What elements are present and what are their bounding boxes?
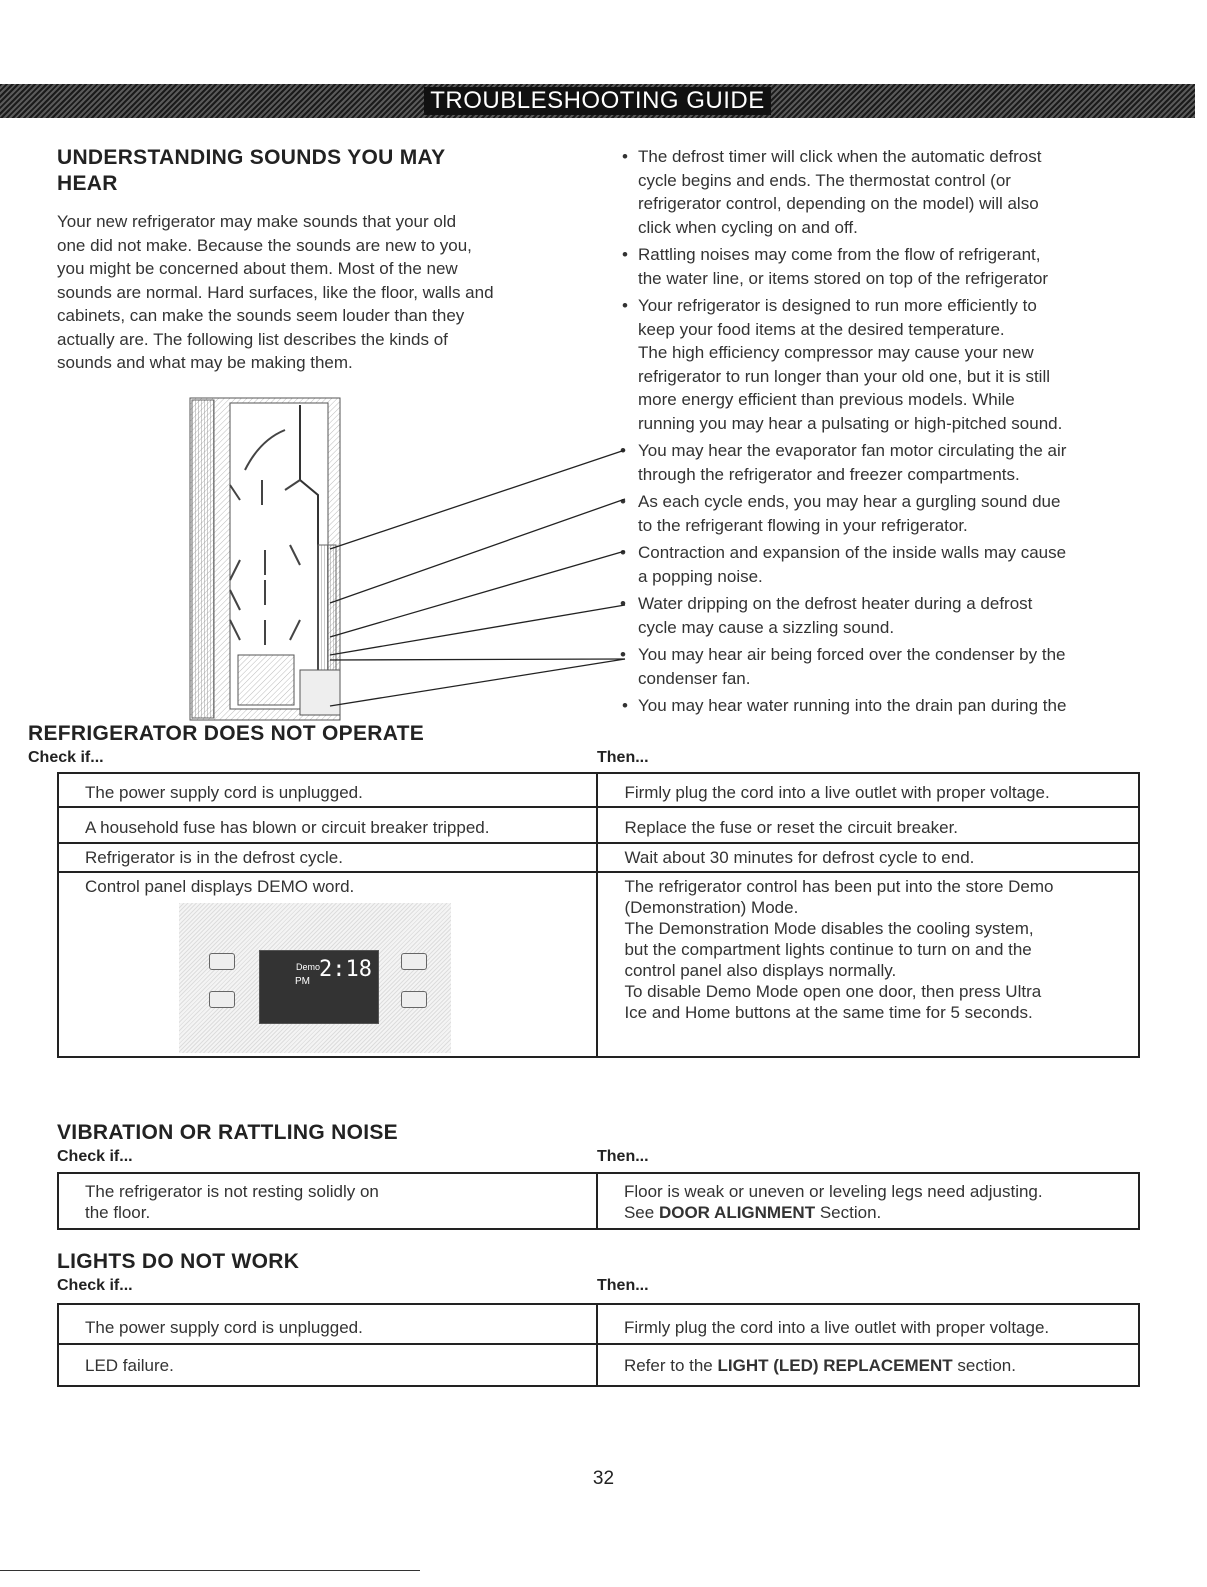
- then-cell: [597, 872, 1139, 1057]
- check-if-label: Check if...: [28, 749, 104, 766]
- then-line: control panel also displays normally.: [624, 961, 897, 980]
- bullet-line: refrigerator control, depending on the model) will also: [638, 194, 1039, 213]
- home-button-icon: [401, 953, 427, 970]
- then-label: Then...: [597, 1148, 649, 1165]
- control-panel-image: [179, 903, 451, 1053]
- bullet-line: through the refrigerator and freezer compartments.: [638, 464, 1020, 484]
- check-text: Control panel displays DEMO word.: [85, 877, 355, 896]
- then-line: [624, 1202, 1138, 1223]
- lights-table: [57, 1303, 1140, 1387]
- not-operate-heading: REFRIGERATOR DOES NOT OPERATE: [28, 722, 425, 745]
- display-am-pm: PM: [295, 976, 310, 987]
- bullet-line: You may hear water running into the drain pan during the: [638, 696, 1067, 715]
- intro-line: Your new refrigerator may make sounds that your old: [57, 212, 457, 231]
- bullet-marker: •: [620, 645, 626, 664]
- intro-line: one did not make. Because the sounds are new to you,: [57, 235, 472, 255]
- table-row: [58, 1304, 1139, 1344]
- lock-button-icon: [401, 991, 427, 1008]
- bullet-line: running you may hear a pulsating or high-pitched sound.: [638, 413, 1063, 433]
- intro-line: sounds and what may be making them.: [57, 353, 353, 372]
- led-replacement-reference: LIGHT (LED) REPLACEMENT: [717, 1356, 953, 1375]
- then-cell: [597, 1173, 1139, 1229]
- then-label: Then...: [597, 749, 649, 766]
- then-text: See: [623, 1203, 659, 1222]
- footer-rule: [0, 1570, 420, 1571]
- intro-line: you might be concerned about them. Most of the new: [57, 259, 458, 278]
- bullet-marker: •: [622, 245, 628, 264]
- leader-lines: [330, 450, 625, 706]
- sounds-heading-line: UNDERSTANDING SOUNDS YOU MAY: [57, 146, 446, 169]
- check-if-label: Check if...: [57, 1148, 133, 1165]
- ice-water-button-icon: [209, 953, 235, 970]
- check-line: the floor.: [85, 1203, 151, 1222]
- bullet-line: As each cycle ends, you may hear a gurgling sound due: [638, 492, 1061, 511]
- then-line: The refrigerator control has been put into the store Demo: [624, 877, 1054, 896]
- bullet-marker: •: [620, 441, 626, 460]
- check-cell: LED failure.: [58, 1344, 597, 1386]
- table-row: [58, 843, 1139, 872]
- then-text: section.: [952, 1356, 1016, 1375]
- bullet-line: Rattling noises may come from the flow of refrigerant,: [638, 245, 1041, 264]
- panel-display: [259, 950, 379, 1024]
- bullet-line: keep your food items at the desired temperature.: [638, 319, 1005, 339]
- then-label: Then...: [597, 1277, 649, 1294]
- bullet-marker: •: [620, 594, 626, 613]
- page-number: 32: [592, 1468, 615, 1489]
- table-row: [58, 807, 1139, 843]
- vibration-heading: VIBRATION OR RATTLING NOISE: [57, 1121, 398, 1144]
- then-text: Section.: [815, 1203, 882, 1222]
- display-mode-label: Demo: [296, 962, 321, 972]
- check-cell: [58, 1173, 597, 1229]
- check-cell: The power supply cord is unplugged.: [58, 773, 597, 807]
- bullet-line: Contraction and expansion of the inside walls may cause: [638, 543, 1067, 562]
- intro-line: cabinets, can make the sounds seem louder than they: [57, 306, 465, 325]
- bullet-marker: •: [620, 492, 626, 511]
- then-cell: Firmly plug the cord into a live outlet with proper voltage.: [597, 1304, 1139, 1344]
- then-cell: Wait about 30 minutes for defrost cycle to end.: [597, 843, 1139, 872]
- check-cell: The power supply cord is unplugged.: [58, 1304, 597, 1344]
- ultra-ice-button-icon: [209, 991, 235, 1008]
- then-line: To disable Demo Mode open one door, then press Ultra: [624, 982, 1042, 1001]
- then-cell: Replace the fuse or reset the circuit breaker.: [597, 807, 1139, 843]
- intro-line: actually are. The following list describes the kinds of: [57, 329, 448, 349]
- then-line: Floor is weak or uneven or leveling legs need adjusting.: [623, 1182, 1043, 1201]
- bullet-marker: •: [622, 696, 628, 715]
- intro-line: sounds are normal. Hard surfaces, like the floor, walls and: [57, 282, 494, 302]
- not-operate-table: [57, 772, 1140, 1058]
- bullet-line: cycle begins and ends. The thermostat control (or: [638, 170, 1011, 190]
- bullet-line: The high efficiency compressor may cause your new: [638, 343, 1034, 362]
- then-text: Refer to the: [623, 1356, 718, 1375]
- bullet-line: to the refrigerant flowing in your refrigerator.: [638, 515, 968, 535]
- bullet-line: cycle may cause a sizzling sound.: [638, 617, 895, 637]
- bullet-line: the water line, or items stored on top of the refrigerator: [638, 268, 1049, 288]
- table-row: [58, 1344, 1139, 1386]
- bullet-marker: •: [622, 147, 628, 166]
- table-row: [58, 773, 1139, 807]
- bullet-marker: •: [620, 543, 626, 562]
- check-cell: [58, 872, 597, 1057]
- bullet-line: a popping noise.: [638, 566, 763, 586]
- then-cell: [597, 1344, 1139, 1386]
- check-line: The refrigerator is not resting solidly on: [85, 1182, 379, 1201]
- then-line: but the compartment lights continue to turn on and the: [624, 940, 1032, 959]
- bullet-line: You may hear the evaporator fan motor circulating the air: [638, 441, 1067, 460]
- then-cell: Firmly plug the cord into a live outlet with proper voltage.: [597, 773, 1139, 807]
- then-line: Ice and Home buttons at the same time for 5 seconds.: [624, 1003, 1033, 1022]
- lights-heading: LIGHTS DO NOT WORK: [57, 1250, 300, 1273]
- bullet-line: click when cycling on and off.: [638, 217, 858, 237]
- door-alignment-reference: DOOR ALIGNMENT: [658, 1203, 816, 1222]
- table-row: [58, 1173, 1139, 1229]
- bullet-line: The defrost timer will click when the automatic defrost: [638, 147, 1042, 166]
- check-cell: Refrigerator is in the defrost cycle.: [58, 843, 597, 872]
- bullet-line: Your refrigerator is designed to run more efficiently to: [638, 296, 1037, 315]
- check-cell: A household fuse has blown or circuit breaker tripped.: [58, 807, 597, 843]
- bullet-line: You may hear air being forced over the condenser by the: [638, 645, 1066, 664]
- table-row: [58, 872, 1139, 1057]
- display-time: 2:18: [319, 957, 372, 982]
- then-line: (Demonstration) Mode.: [624, 898, 799, 917]
- then-line: The Demonstration Mode disables the cooling system,: [624, 919, 1034, 938]
- bullet-line: more energy efficient than previous models. While: [638, 390, 1015, 409]
- check-if-label: Check if...: [57, 1277, 133, 1294]
- bullet-marker: •: [622, 296, 628, 315]
- vibration-table: [57, 1172, 1140, 1230]
- bullet-line: refrigerator to run longer than your old one, but it is still: [638, 366, 1050, 386]
- sounds-heading-line: HEAR: [57, 172, 118, 195]
- bullet-line: condenser fan.: [638, 668, 751, 688]
- banner-title: TROUBLESHOOTING GUIDE: [424, 87, 771, 115]
- bullet-line: Water dripping on the defrost heater during a defrost: [638, 594, 1033, 613]
